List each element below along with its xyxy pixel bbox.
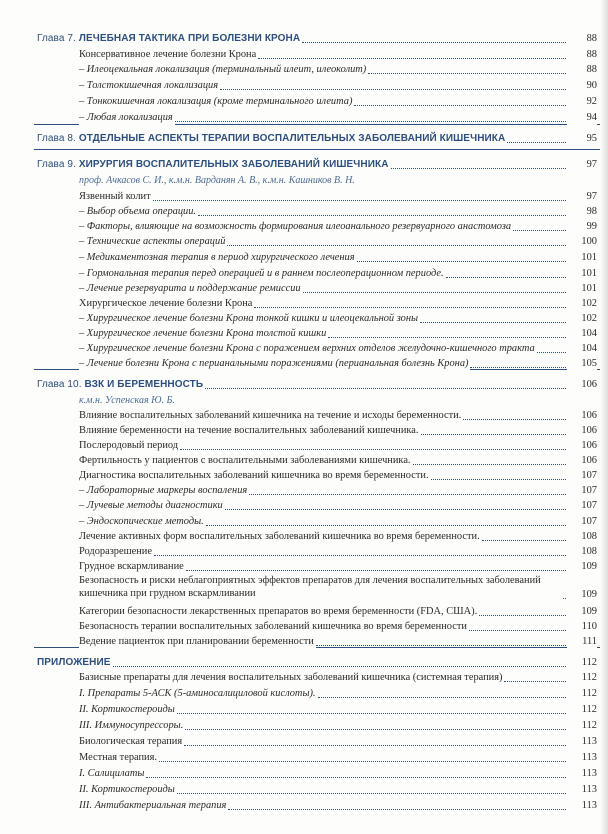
entry-title: Местная терапия. [79, 752, 157, 763]
page-number: 109 [567, 587, 597, 602]
toc-entry[interactable] [0, 529, 608, 544]
page-number: 113 [567, 782, 597, 797]
toc-entry[interactable] [0, 468, 608, 483]
entry-title: – Любая локализация [79, 112, 173, 123]
entry-title: – Толстокишечная локализация [79, 80, 219, 91]
toc-entry[interactable] [0, 453, 608, 468]
dot-leader [357, 261, 594, 262]
entry-title: – Эндоскопические методы. [79, 516, 204, 527]
entry-title: – Хирургическое лечение болезни Крона толстой кишки [79, 328, 327, 339]
page-number: 100 [567, 234, 597, 249]
dot-leader [154, 555, 594, 556]
entry-title: Диагностика воспалительных заболеваний кишечника во время беременности. [79, 470, 429, 481]
toc-entry[interactable] [0, 798, 608, 813]
page-number: 101 [567, 281, 597, 296]
toc-entry[interactable] [0, 94, 608, 109]
toc-entry[interactable] [0, 483, 608, 498]
entry-title: II. Кортикостероиды [79, 784, 175, 795]
toc-entry[interactable] [0, 266, 608, 281]
toc-entry[interactable] [0, 62, 608, 77]
entry-title: Влияние воспалительных заболеваний кишечника на течение и исходы беременности. [79, 410, 462, 421]
chapter-separator-line [34, 149, 600, 150]
author-names: к.м.н. Успенская Ю. Б. [79, 395, 175, 406]
toc-entry[interactable] [0, 734, 608, 749]
entry-title: III. Иммуносупрессоры. [79, 720, 184, 731]
dot-leader [206, 525, 594, 526]
dot-leader [303, 292, 594, 293]
page-number: 108 [567, 529, 597, 544]
dot-leader [254, 307, 594, 308]
dot-leader [198, 215, 594, 216]
page-number: 112 [567, 702, 597, 717]
entry-title: Фертильность у пациентов с воспалительными заболеваниями кишечника. [79, 455, 411, 466]
page-number: 90 [567, 78, 597, 93]
toc-entry[interactable] [0, 498, 608, 513]
page-number: 102 [567, 296, 597, 311]
entry-title: Родоразрешение [79, 546, 152, 557]
page-number: 97 [567, 189, 597, 204]
page-number: 113 [567, 766, 597, 781]
chapter-number: Глава 8. [37, 133, 76, 144]
dot-leader [159, 761, 594, 762]
toc-entry[interactable] [0, 250, 608, 265]
page-number: 112 [567, 655, 597, 670]
toc-entry[interactable] [0, 341, 608, 356]
page-number: 106 [567, 408, 597, 423]
dot-leader [302, 42, 594, 43]
entry-title: Влияние беременности на течение воспалительных заболеваний кишечника. [79, 425, 419, 436]
toc-entry[interactable] [0, 204, 608, 219]
entry-title: Язвенный колит [79, 191, 151, 202]
entry-title: Консервативное лечение болезни Крона [79, 49, 257, 60]
entry-title: Лечение активных форм воспалительных заболеваний кишечника во время беременности. [79, 531, 480, 542]
page-number: 101 [567, 250, 597, 265]
page-number: 104 [567, 341, 597, 356]
dot-leader [249, 494, 594, 495]
chapter-number: Глава 7. [37, 33, 76, 44]
dot-leader [177, 713, 594, 714]
toc-entry[interactable] [0, 423, 608, 438]
page-number: 111 [567, 634, 597, 649]
entry-title: III. Антибактериальная терапия [79, 800, 227, 811]
entry-title: Безопасность и риски неблагоприятных эффектов препаратов для лечения воспалительных заболеваний кишечника при грудном вскармливании [79, 574, 562, 600]
page-number: 98 [567, 204, 597, 219]
toc-entry[interactable] [0, 296, 608, 311]
entry-title: – Лабораторные маркеры воспаления [79, 485, 248, 496]
page-number: 97 [567, 157, 597, 172]
toc-entry[interactable] [0, 750, 608, 765]
dot-leader [227, 245, 594, 246]
page-number: 101 [567, 266, 597, 281]
entry-title: – Тонкокишечная локализация (кроме терминального илеита) [79, 96, 353, 107]
dot-leader [354, 105, 594, 106]
page-edge-shadow [600, 0, 608, 834]
toc-entry[interactable] [0, 670, 608, 685]
chapter-heading-text: ХИРУРГИЯ ВОСПАЛИТЕЛЬНЫХ ЗАБОЛЕВАНИЙ КИШЕЧНИКА [78, 159, 389, 170]
dot-leader [153, 200, 594, 201]
toc-entry[interactable] [0, 234, 608, 249]
page-number: 107 [567, 498, 597, 513]
page-number: 104 [567, 326, 597, 341]
toc-entry[interactable] [0, 702, 608, 717]
page-number: 95 [567, 131, 597, 146]
chapter-title [37, 31, 302, 46]
dot-leader [146, 777, 594, 778]
dot-leader [177, 793, 594, 794]
dot-leader [205, 388, 594, 389]
toc-entry[interactable] [0, 574, 608, 602]
page-number: 113 [567, 734, 597, 749]
page-number: 109 [567, 559, 597, 574]
dot-leader [316, 645, 594, 646]
chapter-title [37, 377, 205, 392]
dot-leader [225, 509, 594, 510]
chapter-title [37, 131, 507, 146]
dot-leader [258, 58, 594, 59]
toc-entry[interactable] [0, 438, 608, 453]
page-number: 106 [567, 438, 597, 453]
page-number: 112 [567, 718, 597, 733]
page-number: 88 [567, 62, 597, 77]
dot-leader [113, 666, 594, 667]
toc-entry[interactable] [0, 766, 608, 781]
toc-author-line [0, 393, 608, 408]
toc-chapter-entry[interactable] [0, 377, 608, 392]
toc-entry[interactable] [0, 782, 608, 797]
entry-title: II. Кортикостероиды [79, 704, 175, 715]
toc-entry[interactable] [0, 189, 608, 204]
entry-title: – Гормональная терапия перед операцией и в раннем послеоперационном периоде. [79, 268, 444, 279]
page-number: 107 [567, 483, 597, 498]
page-number: 106 [567, 377, 597, 392]
toc-chapter-entry[interactable] [0, 31, 608, 46]
dot-leader [185, 729, 594, 730]
page-number: 102 [567, 311, 597, 326]
chapter-heading-text: ПРИЛОЖЕНИЕ [37, 657, 111, 668]
entry-title: Базисные препараты для лечения воспалительных заболеваний кишечника (системная терапия) [79, 672, 503, 683]
entry-title: – Илеоцекальная локализация (терминальный илеит, илеоколит) [79, 64, 367, 75]
page-number: 94 [567, 110, 597, 125]
chapter-title [37, 655, 113, 670]
entry-title: – Выбор объема операции. [79, 206, 197, 217]
toc-entry[interactable] [0, 514, 608, 529]
dot-leader [186, 570, 594, 571]
dot-leader [391, 168, 594, 169]
chapter-heading-text: ЛЕЧЕБНАЯ ТАКТИКА ПРИ БОЛЕЗНИ КРОНА [78, 33, 301, 44]
page-number: 88 [567, 47, 597, 62]
page-number: 110 [567, 619, 597, 634]
toc-chapter-entry[interactable] [0, 655, 608, 670]
toc-entry[interactable] [0, 619, 608, 634]
entry-title: – Лечение резервуарита и поддержание ремиссии [79, 283, 301, 294]
toc-chapter-entry[interactable] [0, 157, 608, 172]
page-number: 106 [567, 453, 597, 468]
page-number: 109 [567, 604, 597, 619]
chapter-number: Глава 10. [37, 379, 82, 390]
entry-title: – Хирургическое лечение болезни Крона тонкой кишки и илеоцекальной зоны [79, 313, 419, 324]
page-number: 108 [567, 544, 597, 559]
page-number: 113 [567, 750, 597, 765]
toc-entry[interactable] [0, 281, 608, 296]
entry-title: Хирургическое лечение болезни Крона [79, 298, 253, 309]
page-number: 105 [567, 356, 597, 371]
toc-entry[interactable] [0, 110, 608, 125]
page-number: 113 [567, 798, 597, 813]
entry-title: I. Салицилаты [79, 768, 145, 779]
page-number: 99 [567, 219, 597, 234]
dot-leader [184, 745, 594, 746]
chapter-heading-text: ВЗК И БЕРЕМЕННОСТЬ [84, 379, 204, 390]
page-number: 112 [567, 686, 597, 701]
dot-leader [368, 73, 594, 74]
toc-chapter-entry[interactable] [0, 131, 608, 146]
toc-entry[interactable] [0, 559, 608, 574]
page-number: 88 [567, 31, 597, 46]
toc-entry[interactable] [0, 47, 608, 62]
dot-leader [220, 89, 594, 90]
toc-entry[interactable] [0, 686, 608, 701]
page-number: 106 [567, 423, 597, 438]
entry-title: Ведение пациенток при планировании беременности [79, 636, 314, 647]
entry-title: – Технические аспекты операций [79, 236, 226, 247]
dot-leader [228, 809, 594, 810]
entry-title: – Факторы, влияющие на возможность формирования илеоанального резервуарного анастомоза [79, 221, 512, 232]
page-number: 107 [567, 514, 597, 529]
toc-entry[interactable] [0, 78, 608, 93]
chapter-title [37, 157, 391, 172]
page-number: 92 [567, 94, 597, 109]
dot-leader [328, 337, 594, 338]
entry-title: Безопасность терапии воспалительных заболеваний кишечника во время беременности [79, 621, 467, 632]
chapter-heading-text: ОТДЕЛЬНЫЕ АСПЕКТЫ ТЕРАПИИ ВОСПАЛИТЕЛЬНЫХ ЗАБОЛЕВАНИЙ КИШЕЧНИКА [78, 133, 506, 144]
toc-entry[interactable] [0, 408, 608, 423]
entry-title: – Лучевые методы диагностики [79, 500, 223, 511]
toc-entry[interactable] [0, 311, 608, 326]
entry-title: – Лечение болезни Крона с перианальными поражениями (перианальная болезнь Крона) [79, 358, 469, 369]
toc-author-line [0, 173, 608, 188]
toc-entry[interactable] [0, 604, 608, 619]
chapter-number: Глава 9. [37, 159, 76, 170]
dot-leader [318, 697, 594, 698]
entry-title: – Медикаментозная терапия в период хирургического лечения [79, 252, 355, 263]
dot-leader [175, 121, 594, 122]
entry-title: Грудное вскармливание [79, 561, 184, 572]
toc-entry[interactable] [0, 718, 608, 733]
entry-title: – Хирургическое лечение болезни Крона с поражением верхних отделов желудочно-кишечного тракта [79, 343, 535, 354]
dot-leader [180, 449, 594, 450]
toc-entry[interactable] [0, 326, 608, 341]
entry-title: Биологическая терапия [79, 736, 183, 747]
toc-entry[interactable] [0, 219, 608, 234]
page-number: 107 [567, 468, 597, 483]
entry-title: Послеродовый период [79, 440, 179, 451]
page-number: 112 [567, 670, 597, 685]
toc-entry[interactable] [0, 544, 608, 559]
entry-title: Категории безопасности лекарственных препаратов во время беременности (FDA, США). [79, 606, 478, 617]
entry-title: I. Препараты 5-АСК (5-аминосалициловой кислоты). [79, 688, 316, 699]
author-names: проф. Ачкасов С. И., к.м.н. Варданян А. В., к.м.н. Кашников В. Н. [79, 175, 355, 186]
